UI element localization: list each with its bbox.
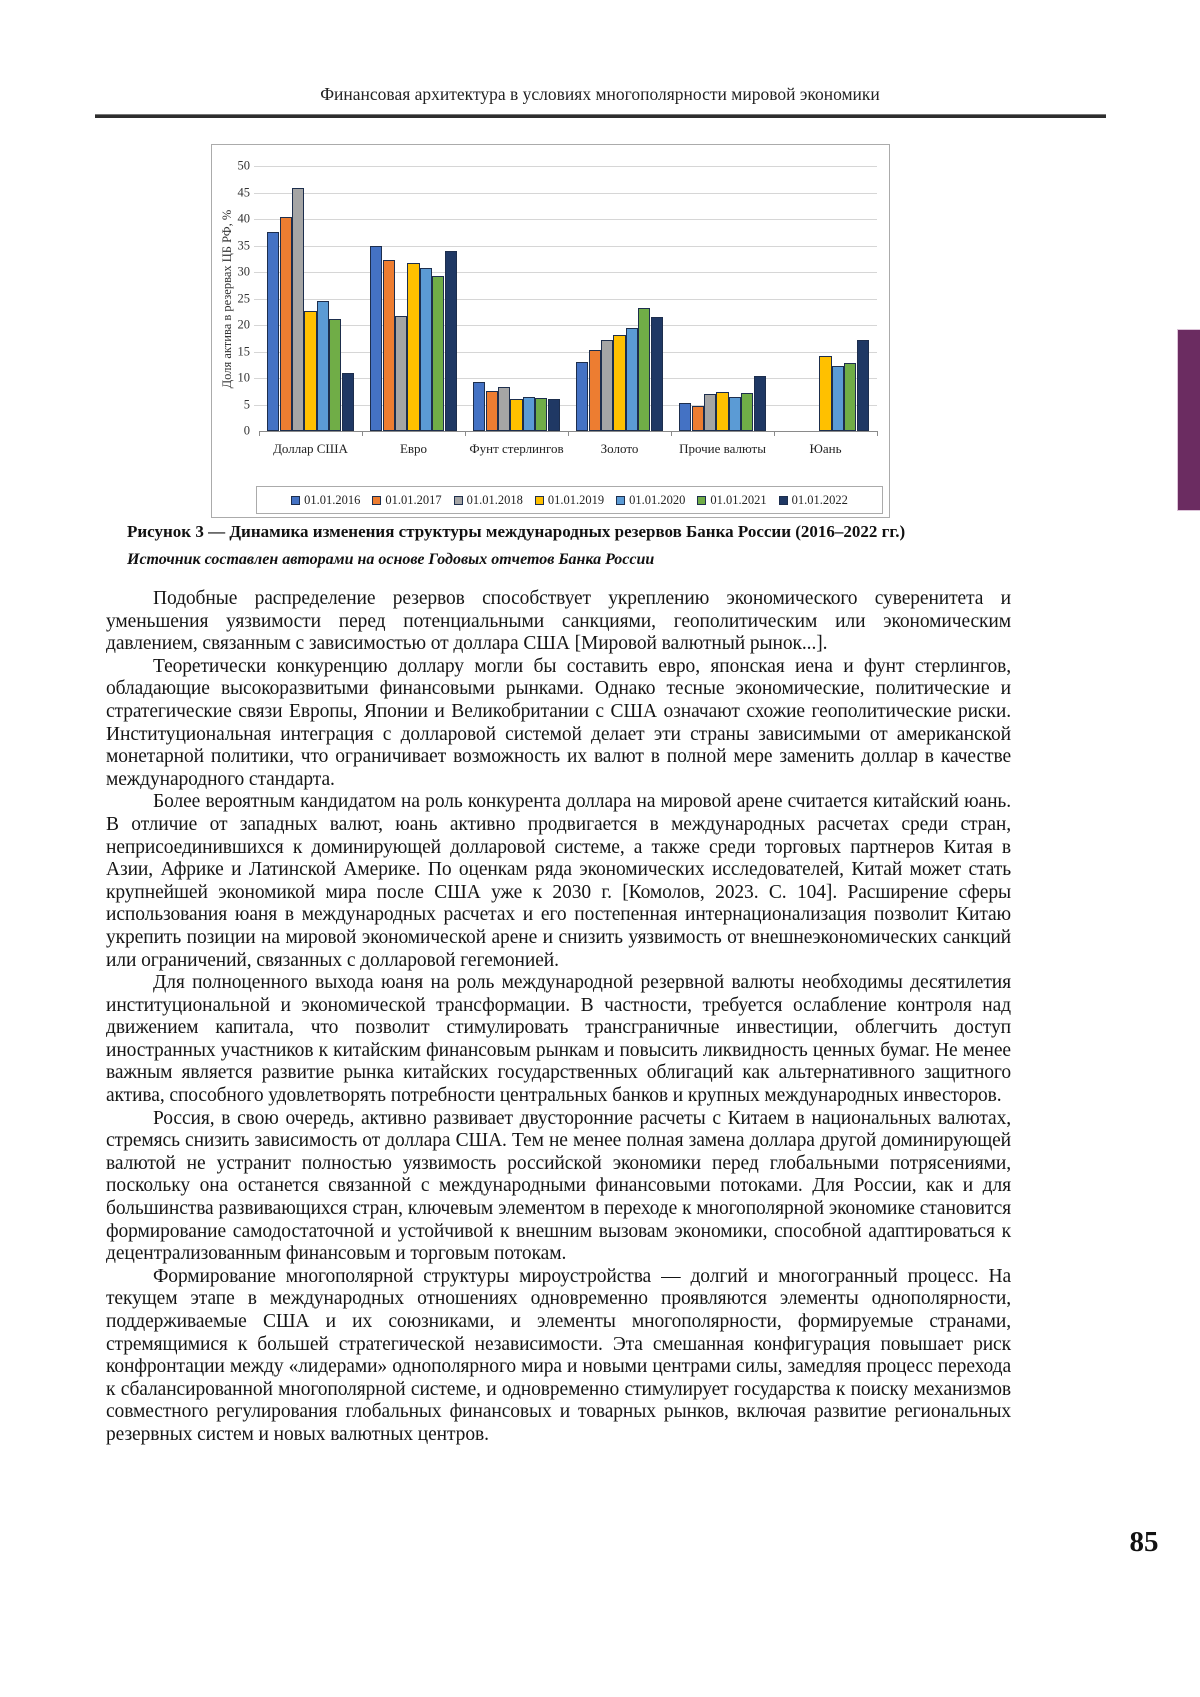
legend-swatch	[372, 496, 381, 505]
bar-01.01.2020-Доллар США	[317, 301, 329, 431]
y-axis-ticks	[212, 158, 254, 438]
paragraph: Россия, в свою очередь, активно развивает двусторонние расчеты с Китаем в национальных валютах, стремясь снизить зависимость от доллара США. Тем не менее полная замена доллара другой доминирующей валютой не устранит полностью уязвимость российской экономики перед глобальными потрясениями, поскольку она останется связанной с международными финансовыми потоками. Для России, как и для большинства развивающихся стран, ключевым элементом в переходе к многополярной экономике становится формирование самодостаточной и устойчивой к внешним вызовам экономики, способной адаптироваться к децентрализованным финансовым и торговым потокам.	[106, 1107, 1011, 1265]
legend-item	[779, 493, 848, 508]
bar-01.01.2022-Прочие валюты	[754, 376, 766, 431]
page-number: 85	[1129, 1526, 1159, 1558]
y-tick-label: 5	[243, 397, 250, 411]
legend-swatch	[779, 496, 788, 505]
legend-swatch	[697, 496, 706, 505]
gridline	[254, 272, 877, 273]
legend-swatch	[291, 496, 300, 505]
legend-label: 01.01.2020	[629, 492, 686, 507]
legend-item	[697, 493, 766, 508]
y-tick-label: 30	[237, 264, 250, 279]
bar-01.01.2016-Евро	[370, 246, 382, 432]
bar-01.01.2021-Евро	[432, 276, 444, 431]
y-tick-label: 50	[237, 158, 250, 173]
bar-01.01.2022-Евро	[445, 251, 457, 431]
category-label: Евро	[399, 441, 428, 456]
gridline	[254, 219, 877, 220]
x-tick-mark	[671, 431, 672, 436]
bar-01.01.2021-Юань	[844, 363, 856, 431]
gridline	[254, 166, 877, 167]
legend-swatch	[454, 496, 463, 505]
bar-01.01.2016-Доллар США	[267, 232, 279, 431]
category-axis	[259, 439, 877, 457]
legend-label: 01.01.2022	[791, 492, 848, 507]
header-rule	[95, 114, 1106, 118]
gridline	[254, 352, 877, 353]
legend-swatch	[535, 496, 544, 505]
y-tick-label: 25	[237, 291, 250, 305]
bar-01.01.2021-Фунт стерлингов	[535, 398, 547, 431]
plot-area	[259, 166, 877, 432]
running-head: Финансовая архитектура в условиях многополярности мировой экономики	[320, 84, 880, 104]
x-tick-mark	[259, 431, 260, 436]
gridline	[254, 299, 877, 300]
bar-01.01.2019-Золото	[613, 335, 625, 431]
bar-01.01.2021-Золото	[638, 308, 650, 431]
side-tab	[1177, 329, 1200, 511]
bar-01.01.2022-Юань	[857, 340, 869, 431]
bar-01.01.2017-Прочие валюты	[692, 406, 704, 431]
bar-01.01.2019-Доллар США	[304, 311, 316, 431]
x-tick-mark	[877, 431, 878, 436]
y-tick-label: 20	[237, 317, 250, 332]
gridline	[254, 246, 877, 247]
gridline	[254, 325, 877, 326]
bar-01.01.2020-Евро	[420, 268, 432, 431]
y-tick-label: 35	[237, 238, 250, 252]
bar-01.01.2020-Золото	[626, 328, 638, 431]
bar-01.01.2018-Евро	[395, 316, 407, 431]
bar-01.01.2018-Фунт стерлингов	[498, 387, 510, 431]
bar-01.01.2016-Золото	[576, 362, 588, 431]
legend-item	[616, 493, 685, 508]
bar-01.01.2017-Золото	[589, 350, 601, 431]
paragraph: Более вероятным кандидатом на роль конкурента доллара на мировой арене считается китайский юань. В отличие от западных валют, юань активно продвигается в международных расчетах среди стран, неприсоединившихся к доминирующей долларовой системе, а также среди торговых партнеров Китая в Азии, Африке и Латинской Америке. По оценкам ряда экономических исследователей, Китай может стать крупнейшей экономикой мира после США уже к 2030 г. [Комолов, 2023. С. 104]. Расширение сферы использования юаня в международных расчетах и его постепенная интернационализация позволит Китаю укрепить позиции на мировой экономической арене и снизить уязвимость от внешнеэкономических санкций или ограничений, связанных с долларовой гегемонией.	[106, 791, 1011, 971]
figure-source: Источник составлен авторами на основе Годовых отчетов Банка России	[127, 551, 655, 568]
x-tick-mark	[465, 431, 466, 436]
x-tick-mark	[568, 431, 569, 436]
bar-01.01.2019-Евро	[407, 263, 419, 431]
y-tick-label: 15	[237, 344, 250, 358]
y-tick-label: 45	[237, 185, 250, 199]
bar-01.01.2020-Фунт стерлингов	[523, 397, 535, 431]
legend-label: 01.01.2019	[547, 492, 605, 507]
bar-01.01.2018-Прочие валюты	[704, 394, 716, 431]
legend-item	[535, 493, 604, 508]
category-label: Фунт стерлингов	[469, 441, 564, 456]
bar-01.01.2017-Доллар США	[280, 217, 292, 431]
paragraph: Подобные распределение резервов способствует укреплению экономического суверенитета и уменьшения уязвимости перед потенциальными санкциями, геополитическим или экономическим давлением, связанным с зависимостью от доллара США [Мировой валютный рынок...].	[106, 588, 1011, 655]
legend-label: 01.01.2016	[304, 492, 361, 507]
paragraph: Для полноценного выхода юаня на роль международной резервной валюты необходимы десятилетия институциональной и экономической трансформации. В частности, требуется ослабление контроля над движением капитала, что позволит стимулировать трансграничные инвестиции, облегчить доступ иностранных участников к китайским финансовым рынкам и повысить ликвидность ценных бумаг. Не менее важным является развитие рынка китайских государственных облигаций как альтернативного защитного актива, способного удовлетворять потребности центральных банков и крупных международных инвесторов.	[106, 972, 1011, 1107]
figure-caption: Рисунок 3 — Динамика изменения структуры международных резервов Банка России (2016–2022 гг.)	[127, 522, 906, 541]
bar-01.01.2021-Доллар США	[329, 319, 341, 431]
bar-01.01.2017-Евро	[383, 260, 395, 431]
bar-01.01.2018-Золото	[601, 340, 613, 431]
x-tick-mark	[774, 431, 775, 436]
x-tick-mark	[362, 431, 363, 436]
bar-01.01.2020-Прочие валюты	[729, 397, 741, 431]
legend-label: 01.01.2017	[385, 492, 442, 507]
category-label: Юань	[809, 441, 842, 456]
legend-item	[454, 493, 523, 508]
gridline	[254, 193, 877, 194]
bar-01.01.2022-Фунт стерлингов	[548, 399, 560, 431]
category-label: Золото	[600, 441, 639, 456]
y-axis-title: Доля актива в резервах ЦБ РФ, %	[220, 209, 234, 389]
chart-legend	[256, 486, 883, 514]
bar-01.01.2019-Фунт стерлингов	[510, 399, 522, 431]
bar-01.01.2022-Доллар США	[342, 373, 354, 431]
paragraph: Формирование многополярной структуры мироустройства — долгий и многогранный процесс. На текущем этапе в международных отношениях одновременно проявляются элементы однополярности, поддерживаемые США и их союзниками, и элементы многополярности, формируемые странами, стремящимися к большей стратегической независимости. Эта смешанная конфигурация повышает риск конфронтации между «лидерами» однополярного мира и новыми центрами силы, замедляя процесс перехода к сбалансированной многополярной системе, и одновременно стимулирует государства к поиску механизмов совместного регулирования глобальных финансовых и товарных рынков, включая развитие региональных резервных систем и новых валютных центров.	[106, 1265, 1011, 1445]
figure-chart	[211, 144, 890, 518]
y-tick-label: 10	[237, 370, 250, 385]
bar-01.01.2021-Прочие валюты	[741, 393, 753, 431]
category-label: Доллар США	[273, 441, 348, 456]
bar-01.01.2019-Юань	[819, 356, 831, 431]
legend-item	[291, 493, 360, 508]
bar-01.01.2019-Прочие валюты	[716, 392, 728, 431]
bar-01.01.2020-Юань	[832, 366, 844, 431]
legend-label: 01.01.2021	[710, 492, 767, 507]
legend-swatch	[616, 496, 625, 505]
legend-label: 01.01.2018	[466, 492, 523, 507]
category-label: Прочие валюты	[679, 441, 766, 456]
y-tick-label: 40	[237, 211, 250, 226]
bar-01.01.2017-Фунт стерлингов	[486, 391, 498, 431]
bar-01.01.2016-Фунт стерлингов	[473, 382, 485, 431]
bar-01.01.2022-Золото	[651, 317, 663, 431]
bar-01.01.2016-Прочие валюты	[679, 403, 691, 431]
y-tick-label: 0	[243, 423, 250, 438]
paragraph: Теоретически конкуренцию доллару могли бы составить евро, японская иена и фунт стерлингов, обладающие высокоразвитыми финансовыми рынками. Однако тесные экономические, политические и стратегические связи Европы, Японии и Великобритании с США означают схожие геополитические риски. Институциональная интеграция с долларовой системой делает эти страны зависимыми от американской монетарной политики, что ограничивает возможность их валют в полной мере заменить доллар в качестве международного стандарта.	[106, 655, 1011, 790]
legend-item	[372, 493, 441, 508]
body-text	[106, 588, 1011, 1447]
bar-01.01.2018-Доллар США	[292, 188, 304, 431]
